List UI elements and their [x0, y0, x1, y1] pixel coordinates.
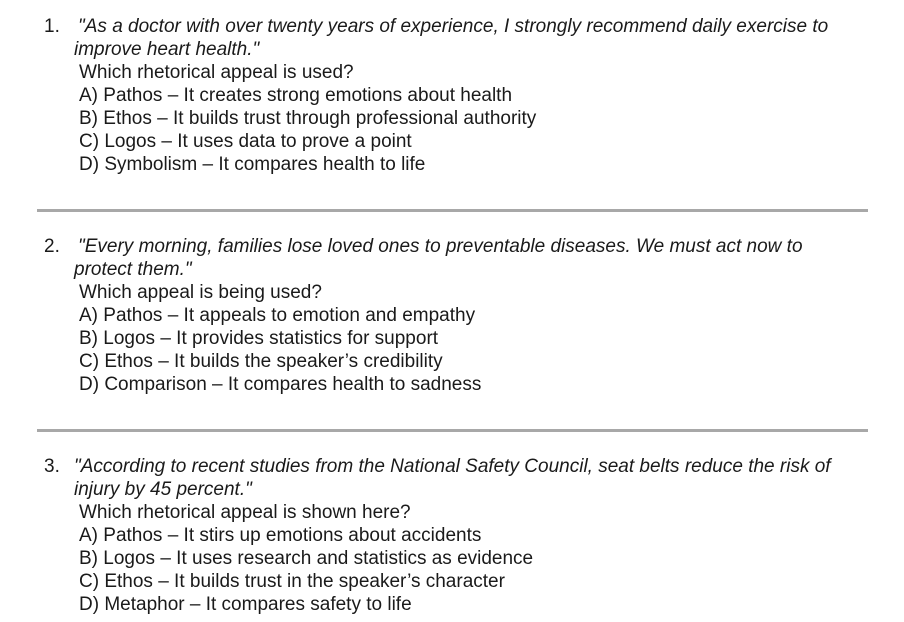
question-quote-line1: "According to recent studies from the National Safety Council, seat belts reduce the risk of — [74, 456, 831, 477]
answer-option-d: D) Metaphor – It compares safety to life — [79, 594, 412, 615]
answer-option-a: A) Pathos – It creates strong emotions about health — [79, 85, 513, 106]
question-number: 2. — [44, 236, 60, 257]
answer-option-c: C) Logos – It uses data to prove a point — [79, 131, 412, 152]
question-quote-line2: injury by 45 percent." — [74, 479, 252, 500]
answer-option-a: A) Pathos – It appeals to emotion and empathy — [79, 305, 476, 326]
question-prompt: Which appeal is being used? — [79, 282, 322, 303]
section-divider — [37, 209, 868, 212]
question-prompt: Which rhetorical appeal is shown here? — [79, 502, 411, 523]
question-prompt: Which rhetorical appeal is used? — [79, 62, 354, 83]
answer-option-c: C) Ethos – It builds the speaker’s credibility — [79, 351, 443, 372]
answer-option-d: D) Symbolism – It compares health to life — [79, 154, 426, 175]
answer-option-c: C) Ethos – It builds trust in the speaker’s character — [79, 571, 505, 592]
question-number: 3. — [44, 456, 60, 477]
question-quote-line2: improve heart health." — [74, 39, 260, 60]
question-quote-line1: "As a doctor with over twenty years of experience, I strongly recommend daily exercise to — [78, 16, 829, 37]
answer-option-a: A) Pathos – It stirs up emotions about accidents — [79, 525, 482, 546]
question-quote-line2: protect them." — [74, 259, 192, 280]
section-divider — [37, 429, 868, 432]
answer-option-b: B) Ethos – It builds trust through professional authority — [79, 108, 537, 129]
answer-option-d: D) Comparison – It compares health to sadness — [79, 374, 482, 395]
question-number: 1. — [44, 16, 60, 37]
answer-option-b: B) Logos – It provides statistics for support — [79, 328, 439, 349]
question-quote-line1: "Every morning, families lose loved ones to preventable diseases. We must act now to — [78, 236, 803, 257]
answer-option-b: B) Logos – It uses research and statistics as evidence — [79, 548, 534, 569]
